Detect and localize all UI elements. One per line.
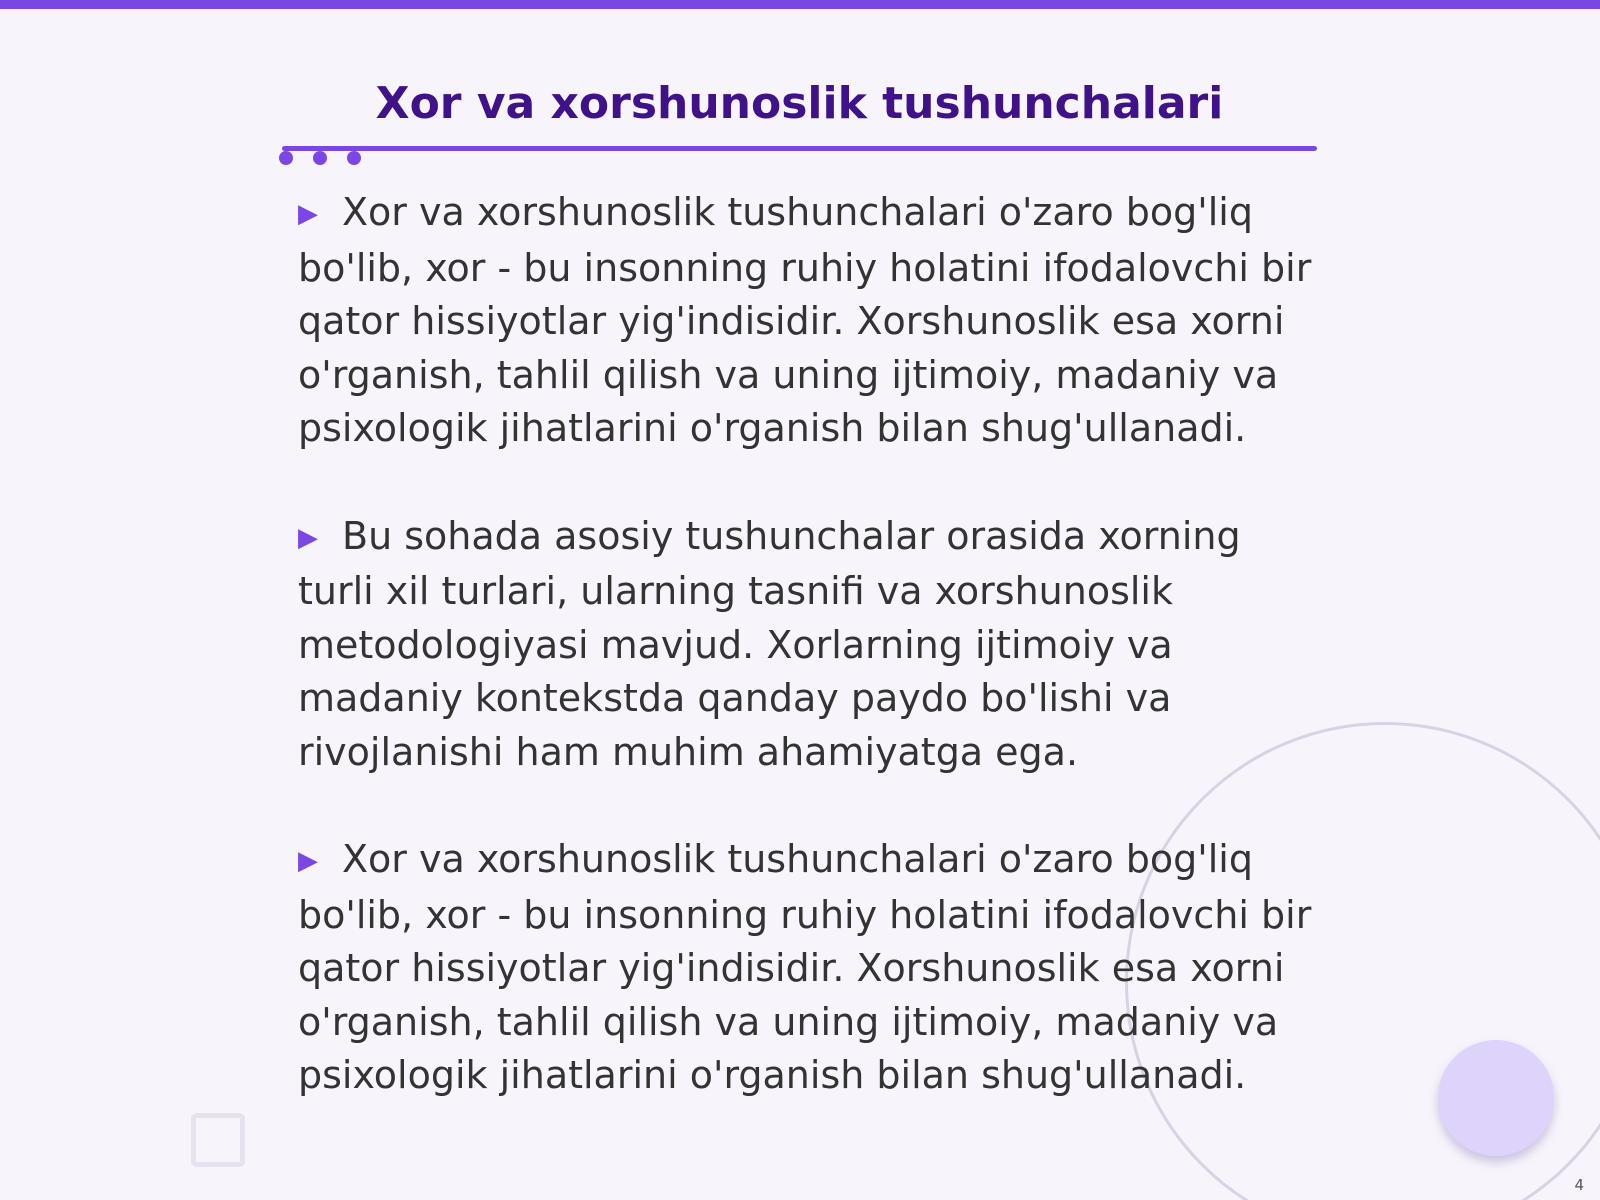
dot-icon — [279, 151, 293, 165]
bullet-paragraph — [298, 186, 1318, 456]
title-underline — [282, 146, 1317, 151]
dot-icon — [347, 151, 361, 165]
paragraph-text: Xor va xorshunoslik tushunchalari o'zaro bog'liq bo'lib, xor - bu insonning ruhiy holatini ifodalovchi bir qator hissiyotlar yig'indisidir. Xorshunoslik esa xorni o'rganish, tahlil qilish va uning ijtimoiy, madaniy va psixologik jihatlarini o'rganish bilan shug'ullanadi. — [298, 190, 1312, 450]
paragraph-text: Xor va xorshunoslik tushunchalari o'zaro bog'liq bo'lib, xor - bu insonning ruhiy holatini ifodalovchi bir qator hissiyotlar yig'indisidir. Xorshunoslik esa xorni o'rganish, tahlil qilish va uning ijtimoiy, madaniy va psixologik jihatlarini o'rganish bilan shug'ullanadi. — [298, 837, 1312, 1097]
decorative-circle — [1438, 1040, 1554, 1156]
decorative-square — [191, 1113, 245, 1167]
triangle-right-icon: ▶ — [298, 199, 318, 229]
bullet-paragraph — [298, 510, 1318, 780]
top-accent-bar — [0, 0, 1600, 9]
bullet-list — [298, 186, 1318, 1157]
triangle-right-icon: ▶ — [298, 522, 318, 553]
paragraph-text: Bu sohada asosiy tushunchalar orasida xorning turli xil turlari, ularning tasnifi va xorshunoslik metodologiyasi mavjud. Xorlarning ijtimoiy va madaniy kontekstda qanday paydo bo'lishi va rivojlanishi ham muhim ahamiyatga ega. — [298, 513, 1241, 774]
dot-icon — [313, 151, 327, 165]
slide-title: Xor va xorshunoslik tushunchalari — [375, 78, 1224, 129]
bullet-paragraph — [298, 833, 1318, 1103]
triangle-right-icon: ▶ — [298, 846, 318, 876]
page-number: 4 — [1574, 1176, 1584, 1194]
